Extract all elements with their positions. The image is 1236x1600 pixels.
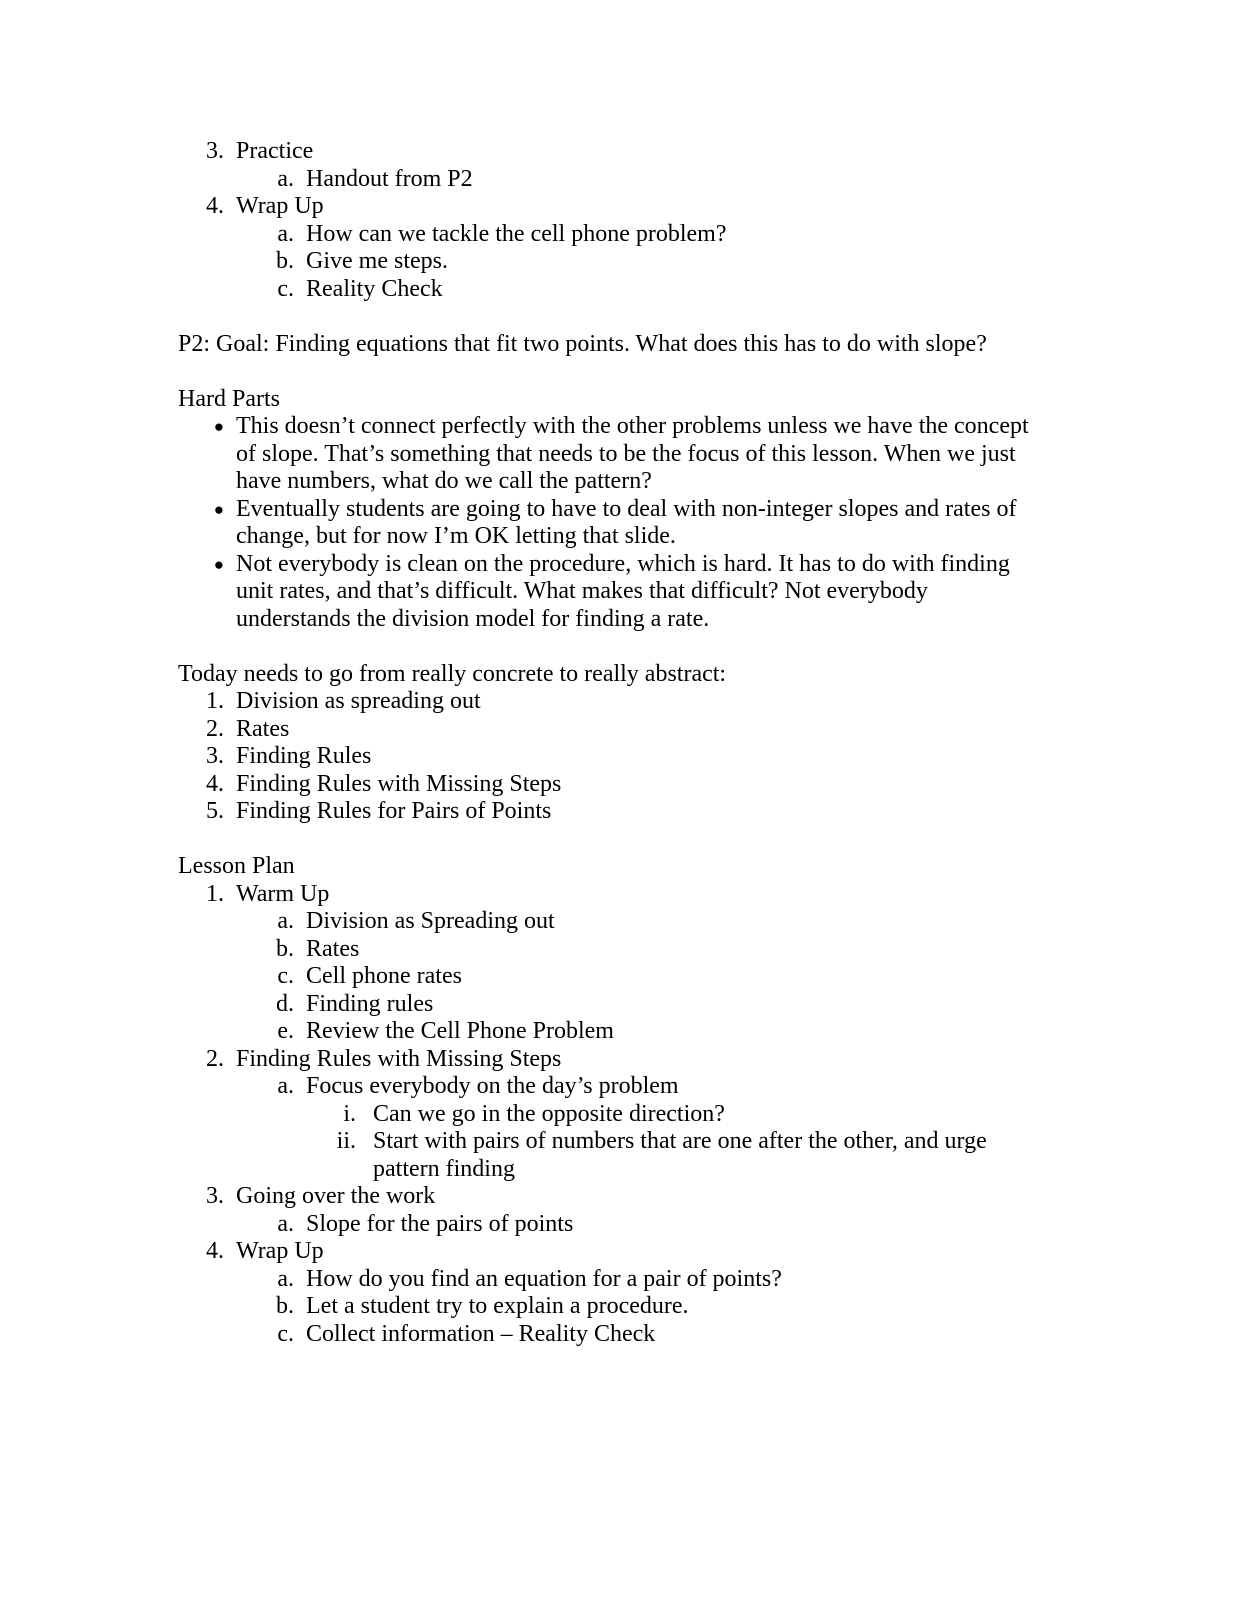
list-marker: c. [277, 963, 294, 989]
list-item-text: Reality Check [306, 275, 443, 302]
list-marker: 3. [206, 138, 224, 164]
list-item [178, 1321, 1038, 1349]
spacer [178, 358, 1038, 386]
list-item-text: Collect information – Reality Check [306, 1320, 656, 1347]
sub-list [178, 908, 1038, 1046]
list-item-text: Eventually students are going to have to deal with non-integer slopes and rates of change, but for now I’m OK letting that slide. [236, 495, 1017, 549]
list-marker: 5. [206, 798, 224, 824]
list-item [178, 688, 1038, 716]
list-marker: 1. [206, 688, 224, 714]
list-item-text: Not everybody is clean on the procedure, which is hard. It has to do with finding unit rates, and that’s difficult. What makes that difficult? Not everybody understands the division model for finding a rate. [236, 550, 1010, 632]
list-item-text: Start with pairs of numbers that are one after the other, and urge pattern finding [373, 1128, 987, 1182]
list-item-text: Finding Rules for Pairs of Points [236, 798, 552, 824]
list-marker: a. [277, 1265, 294, 1292]
list-item-text: Cell phone rates [306, 963, 462, 989]
list-marker: c. [277, 1320, 294, 1347]
list-item [178, 1101, 1038, 1129]
list-marker: e. [277, 1018, 294, 1044]
list-marker: c. [277, 275, 294, 302]
sub-list [178, 1073, 1038, 1183]
list-marker: d. [276, 990, 294, 1017]
list-marker: 4. [206, 1238, 224, 1264]
list-marker: b. [276, 935, 294, 962]
list-marker: i. [343, 1100, 356, 1127]
bullet-icon: ● [213, 554, 224, 574]
goal-paragraph: P2: Goal: Finding equations that fit two points. What does this has to do with slope? [178, 330, 987, 357]
list-marker: a. [277, 165, 294, 192]
list-item-text: How do you find an equation for a pair of points? [306, 1265, 782, 1292]
list-item-text: Let a student try to explain a procedure. [306, 1293, 689, 1319]
list-marker: 3. [206, 743, 224, 769]
list-item [178, 1073, 1038, 1183]
list-marker: 3. [206, 1183, 224, 1209]
list-item [178, 881, 1038, 1046]
list-item-text: How can we tackle the cell phone problem? [306, 220, 727, 247]
top-outline-list [178, 138, 1038, 303]
list-item-text: Review the Cell Phone Problem [306, 1018, 614, 1044]
list-item-text: Finding Rules with Missing Steps [236, 1045, 562, 1072]
list-item [178, 1183, 1038, 1238]
progression-list [178, 688, 1038, 826]
sub-list [178, 1211, 1038, 1239]
list-item-text: Rates [306, 935, 360, 962]
list-item [178, 716, 1038, 744]
list-marker: 4. [206, 770, 224, 797]
list-item [178, 166, 1038, 194]
sub-list [178, 166, 1038, 194]
list-item-text: Slope for the pairs of points [306, 1210, 574, 1237]
hard-parts-list [178, 413, 1038, 633]
sub-sub-list [178, 1101, 1038, 1184]
list-item-text: Focus everybody on the day’s problem [306, 1073, 679, 1099]
list-item [178, 221, 1038, 249]
list-item-text: Wrap Up [236, 193, 324, 219]
list-item [178, 248, 1038, 276]
list-marker: b. [276, 248, 294, 274]
list-item-text: Can we go in the opposite direction? [373, 1100, 725, 1127]
list-item-text: Handout from P2 [306, 165, 473, 192]
list-marker: 4. [206, 193, 224, 219]
list-item [178, 496, 1038, 551]
document-body [178, 138, 1038, 1348]
spacer [178, 303, 1038, 331]
list-item-text: Going over the work [236, 1183, 436, 1209]
spacer [178, 633, 1038, 661]
list-marker: 2. [206, 715, 224, 742]
list-item-text: Rates [236, 715, 290, 742]
list-item-text: Practice [236, 138, 314, 164]
list-marker: ii. [336, 1128, 356, 1154]
bullet-icon: ● [213, 417, 224, 436]
list-item-text: Finding rules [306, 990, 434, 1017]
list-item-text: Give me steps. [306, 248, 448, 274]
list-item-text: Warm Up [236, 880, 330, 907]
list-item-text: Finding Rules [236, 743, 372, 769]
list-item [178, 1238, 1038, 1348]
progression-heading: Today needs to go from really concrete to really abstract: [178, 660, 727, 687]
list-item [178, 963, 1038, 991]
list-item [178, 193, 1038, 303]
list-item [178, 1128, 1038, 1183]
sub-list [178, 1266, 1038, 1349]
list-item-text: Wrap Up [236, 1238, 324, 1264]
list-marker: a. [277, 220, 294, 247]
list-item [178, 798, 1038, 826]
list-marker: b. [276, 1293, 294, 1319]
list-item-text: This doesn’t connect perfectly with the other problems unless we have the concept of slope. That’s something that needs to be the focus of this lesson. When we just have numbers, what do we call the pattern? [236, 413, 1029, 494]
hard-parts-heading: Hard Parts [178, 385, 280, 412]
list-item [178, 1293, 1038, 1321]
list-item [178, 771, 1038, 799]
list-marker: a. [277, 908, 294, 934]
list-item [178, 908, 1038, 936]
list-item [178, 551, 1038, 634]
lesson-plan-list [178, 881, 1038, 1349]
spacer [178, 826, 1038, 854]
list-item-text: Finding Rules with Missing Steps [236, 770, 562, 797]
list-item [178, 1266, 1038, 1294]
list-item [178, 1018, 1038, 1046]
list-item-text: Division as spreading out [236, 688, 481, 714]
list-item [178, 138, 1038, 193]
lesson-plan-heading: Lesson Plan [178, 853, 295, 879]
list-marker: a. [277, 1073, 294, 1099]
sub-list [178, 221, 1038, 304]
list-marker: a. [277, 1210, 294, 1237]
list-item-text: Division as Spreading out [306, 908, 555, 934]
list-item [178, 1046, 1038, 1184]
list-item [178, 1211, 1038, 1239]
bullet-icon: ● [213, 499, 224, 519]
list-item [178, 413, 1038, 496]
list-marker: 1. [206, 880, 224, 907]
list-item [178, 743, 1038, 771]
list-item [178, 991, 1038, 1019]
list-item [178, 276, 1038, 304]
list-item [178, 936, 1038, 964]
list-marker: 2. [206, 1045, 224, 1072]
